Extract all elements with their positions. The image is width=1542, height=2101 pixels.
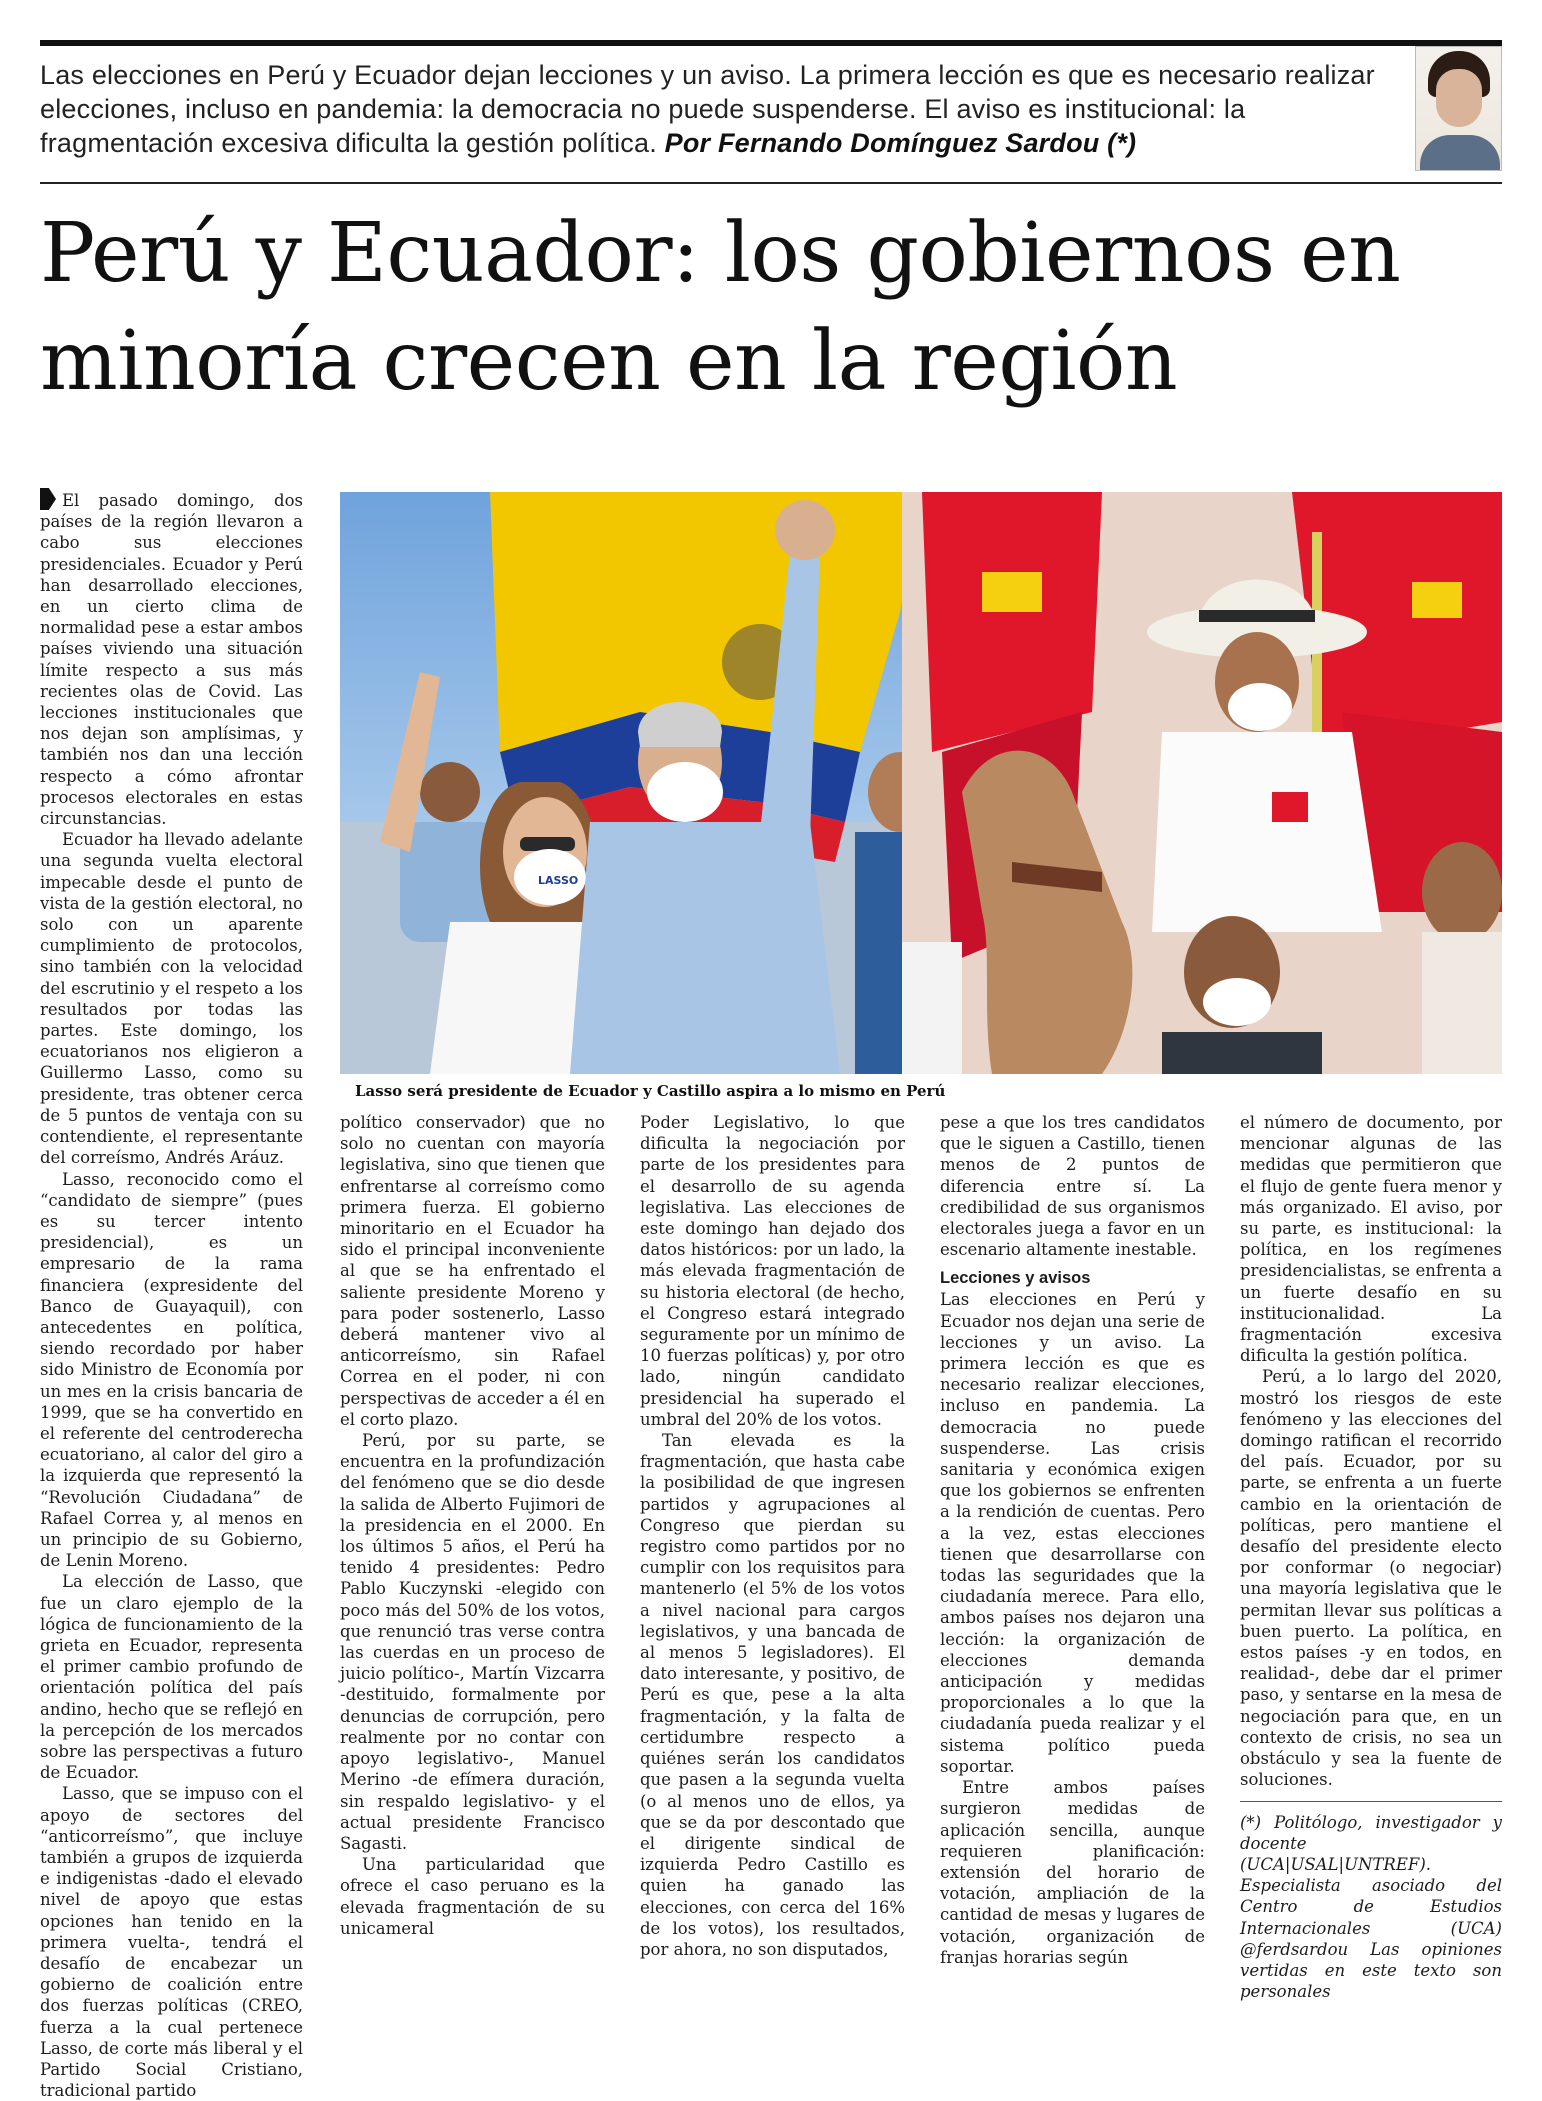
paragraph-marker-icon xyxy=(40,488,56,510)
col3-paragraph-1: Poder Legislativo, lo que dificulta la negociación por parte de los presidentes para el desarrollo de su agenda legislativa. Las elecciones de este domingo han dejado dos datos históricos: por un lado, la más elevada fragmentación de su historia electoral (de hecho, el Congreso estará integrado seguramente por un mínimo de 10 fuerzas políticas) y, por otro lado, ningún candidato presidencial ha superado el umbral del 20% de los votos. xyxy=(640,1113,905,1429)
lead-text: Las elecciones en Perú y Ecuador dejan lecciones y un aviso. La primera lección es que es necesario realizar elecciones, incluso en pandemia: la democracia no puede suspenderse. El aviso es institucional: la fragmentación excesiva dificulta la gestión política. xyxy=(40,60,1375,158)
col1-paragraph-5: Lasso, que se impuso con el apoyo de sectores del “anticorreísmo”, que incluye también a grupos de izquierda e indigenistas -dado el elevado nivel de apoyo que estas opciones han tenido en la primera vuelta-, tendrá el desafío de encabezar un gobierno de coalición entre dos fuerzas políticas (CREO, fuerza a la cual pertenece Lasso, de corte más liberal y el Partido Social Cristiano, tradicional partido xyxy=(40,1784,303,2101)
col2-paragraph-2: Perú, por su parte, se encuentra en la profundización del fenómeno que se dio desde la salida de Alberto Fujimori de la presidencia en el 2000. En los últimos 5 años, el Perú ha tenido 4 presidentes: Pedro Pablo Kuczynski -elegido con poco más del 50% de los votos, que renunció tras verse contra las cuerdas en un proceso de juicio político-, Martín Vizcarra -destituido, formalmente por denuncias de corrupción, pero realmente por no contar con apoyo legislativo-, Manuel Merino -de efímera duración, sin respaldo legislativo- y el actual presidente Francisco Sagasti. xyxy=(340,1431,605,1853)
col4-paragraph-2: Las elecciones en Perú y Ecuador nos dejan una serie de lecciones y un aviso. La primera lección es que es necesario realizar elecciones, incluso en pandemia. La democracia no puede suspenderse. Las crisis sanitaria y económica exigen que los gobiernos se enfrenten a la rendición de cuentas. Pero a la vez, estas elecciones tienen que desarrollarse con todas las seguridades que la ciudadanía merece. Para ello, ambos países nos dejaron una lección: la organización de elecciones demanda anticipación y medidas proporcionales a lo que la ciudadanía pueda realizar y el sistema político pueda soportar. xyxy=(940,1290,1205,1776)
col5-paragraph-2: Perú, a lo largo del 2020, mostró los riesgos de este fenómeno y las elecciones del domingo ratifican el recorrido del país. Ecuador, por su parte, se enfrenta a un fuerte cambio en la orientación de políticas, pero mantiene el desafío del presidente electo por conformar (o negociar) una mayoría legislativa que le permitan llevar sus políticas a buen puerto. La política, en estos países -y en todos, en realidad-, debe dar el primer paso, y sentarse en la mesa de negociación para que, en un contexto de crisis, no sea un obstáculo y sea la fuente de soluciones. xyxy=(1240,1367,1502,1790)
top-rule xyxy=(40,40,1502,46)
col4-paragraph-1: pese a que los tres candidatos que le siguen a Castillo, tienen menos de 2 puntos de diferencia entre sí. La credibilidad de sus organismos electorales juega a favor en un escenario altamente inestable. xyxy=(940,1113,1205,1260)
col1-paragraph-4: La elección de Lasso, que fue un claro ejemplo de la lógica de funcionamiento de la grieta en Ecuador, representa el primer cambio profundo de orientación política del país andino, hecho que se reflejó en la percepción de los mercados sobre las perspectivas a futuro de Ecuador. xyxy=(40,1572,303,1783)
byline: Por Fernando Domínguez Sardou (*) xyxy=(664,128,1137,158)
headline: Perú y Ecuador: los gobiernos en minoría crecen en la región xyxy=(40,206,1401,409)
section-heading: Lecciones y avisos xyxy=(940,1269,1091,1288)
castillo-horse-photo-icon xyxy=(902,492,1502,1074)
photo-castillo xyxy=(902,492,1502,1074)
author-note: (*) Politólogo, investigador y docente (UCA|USAL|UNTREF). Especialista asociado del Centro de Estudios Internacionales (UCA) @ferdsardou Las opiniones vertidas en este texto son personales xyxy=(1240,1801,1502,2003)
col2-paragraph-1: político conservador) que no solo no cuentan con mayoría legislativa, sino que tienen que enfrentarse al correísmo como primera fuerza. El gobierno minoritario en el Ecuador ha sido el principal inconveniente al que se ha enfrentado el saliente presidente Moreno y para poder sostenerlo, Lasso deberá mantener vivo al anticorreísmo, sin Rafael Correa en el poder, ni con perspectivas de acceder a él en el corto plazo. xyxy=(340,1113,605,1429)
col1-paragraph-2: Ecuador ha llevado adelante una segunda vuelta electoral impecable desde el punto de vista de la gestión electoral, no solo con un aparente cumplimiento de protocolos, sino también con la velocidad del escrutinio y el respeto a los resultados por todas las partes. Este domingo, los ecuatorianos nos eligieron a Guillermo Lasso, como su presidente, tras obtener cerca de 5 puntos de ventaja con su contendiente, el representante del correísmo, Andrés Aráuz. xyxy=(40,830,303,1168)
col2-paragraph-3: Una particularidad que ofrece el caso peruano es la elevada fragmentación de su unicameral xyxy=(340,1855,605,1938)
col1-paragraph-3: Lasso, reconocido como el “candidato de siempre” (pues es su tercer intento presidencial), es un empresario de la rama financiera (expresidente del Banco de Guayaquil), con antecedentes en política, siendo recordado por haber sido Ministro de Economía por un mes en la crisis bancaria de 1999, que se ha convertido en el referente del centroderecha ecuatoriano, al calor del giro a la izquierda que representó la “Revolución Ciudadana” de Rafael Correa y, al menos en un principio de su Gobierno, de Lenin Moreno. xyxy=(40,1169,303,1571)
col1-paragraph-1: El pasado domingo, dos países de la región llevaron a cabo sus elecciones presidenciales. Ecuador y Perú han desarrollado elecciones, en un cierto clima de normalidad pese a estar ambos países viviendo una situación límite respecto a sus más recientes olas de Covid. Las lecciones institucionales que nos dejan son amplísimas, y también nos dan una lección respecto a cómo afrontar procesos electorales en estas circunstancias. xyxy=(40,491,303,829)
col3-paragraph-2: Tan elevada es la fragmentación, que hasta cabe la posibilidad de que ingresen partidos y agrupaciones al Congreso que pierdan su registro como partidos por no cumplir con los requisitos para mantenerlo (el 5% de los votos a nivel nacional para cargos legislativos, y una bancada de al menos 5 legisladores). El dato interesante, y positivo, de Perú es que, pese a la alta fragmentación, y la falta de certidumbre respecto a quiénes serán los candidatos que pasen a la segunda vuelta (o al menos uno de ellos, ya que se da por descontado que el dirigente sindical de izquierda Pedro Castillo es quien ha ganado las elecciones, con cerca del 16% de los votos), los resultados, por ahora, no son disputados, xyxy=(640,1431,905,1959)
header-divider xyxy=(40,182,1502,184)
column-2 xyxy=(340,1112,605,1939)
column-1 xyxy=(40,488,303,2101)
col4-paragraph-3: Entre ambos países surgieron medidas de aplicación sencilla, aunque requieren planificación: extensión del horario de votación, ampliación de la cantidad de mesas y lugares de votación, organización de franjas horarias según xyxy=(940,1778,1205,1967)
column-4 xyxy=(940,1112,1205,1968)
svg-text:LASSO: LASSO xyxy=(538,874,579,887)
column-3 xyxy=(640,1112,905,1960)
lasso-celebration-photo-icon xyxy=(340,492,970,1074)
photo-lasso xyxy=(340,492,970,1074)
author-photo xyxy=(1415,46,1502,171)
lead-paragraph xyxy=(40,58,1400,160)
column-5 xyxy=(1240,1112,1502,2002)
photo-caption: Lasso será presidente de Ecuador y Castillo aspira a lo mismo en Perú xyxy=(355,1082,946,1100)
col5-paragraph-1: el número de documento, por mencionar algunas de las medidas que permitieron que el flujo de gente fuera menor y más organizado. El aviso, por su parte, es institucional: la política, en los regímenes presidencialistas, se enfrenta a un fuerte desafío en su institucionalidad. La fragmentación excesiva dificulta la gestión política. xyxy=(1240,1113,1502,1366)
